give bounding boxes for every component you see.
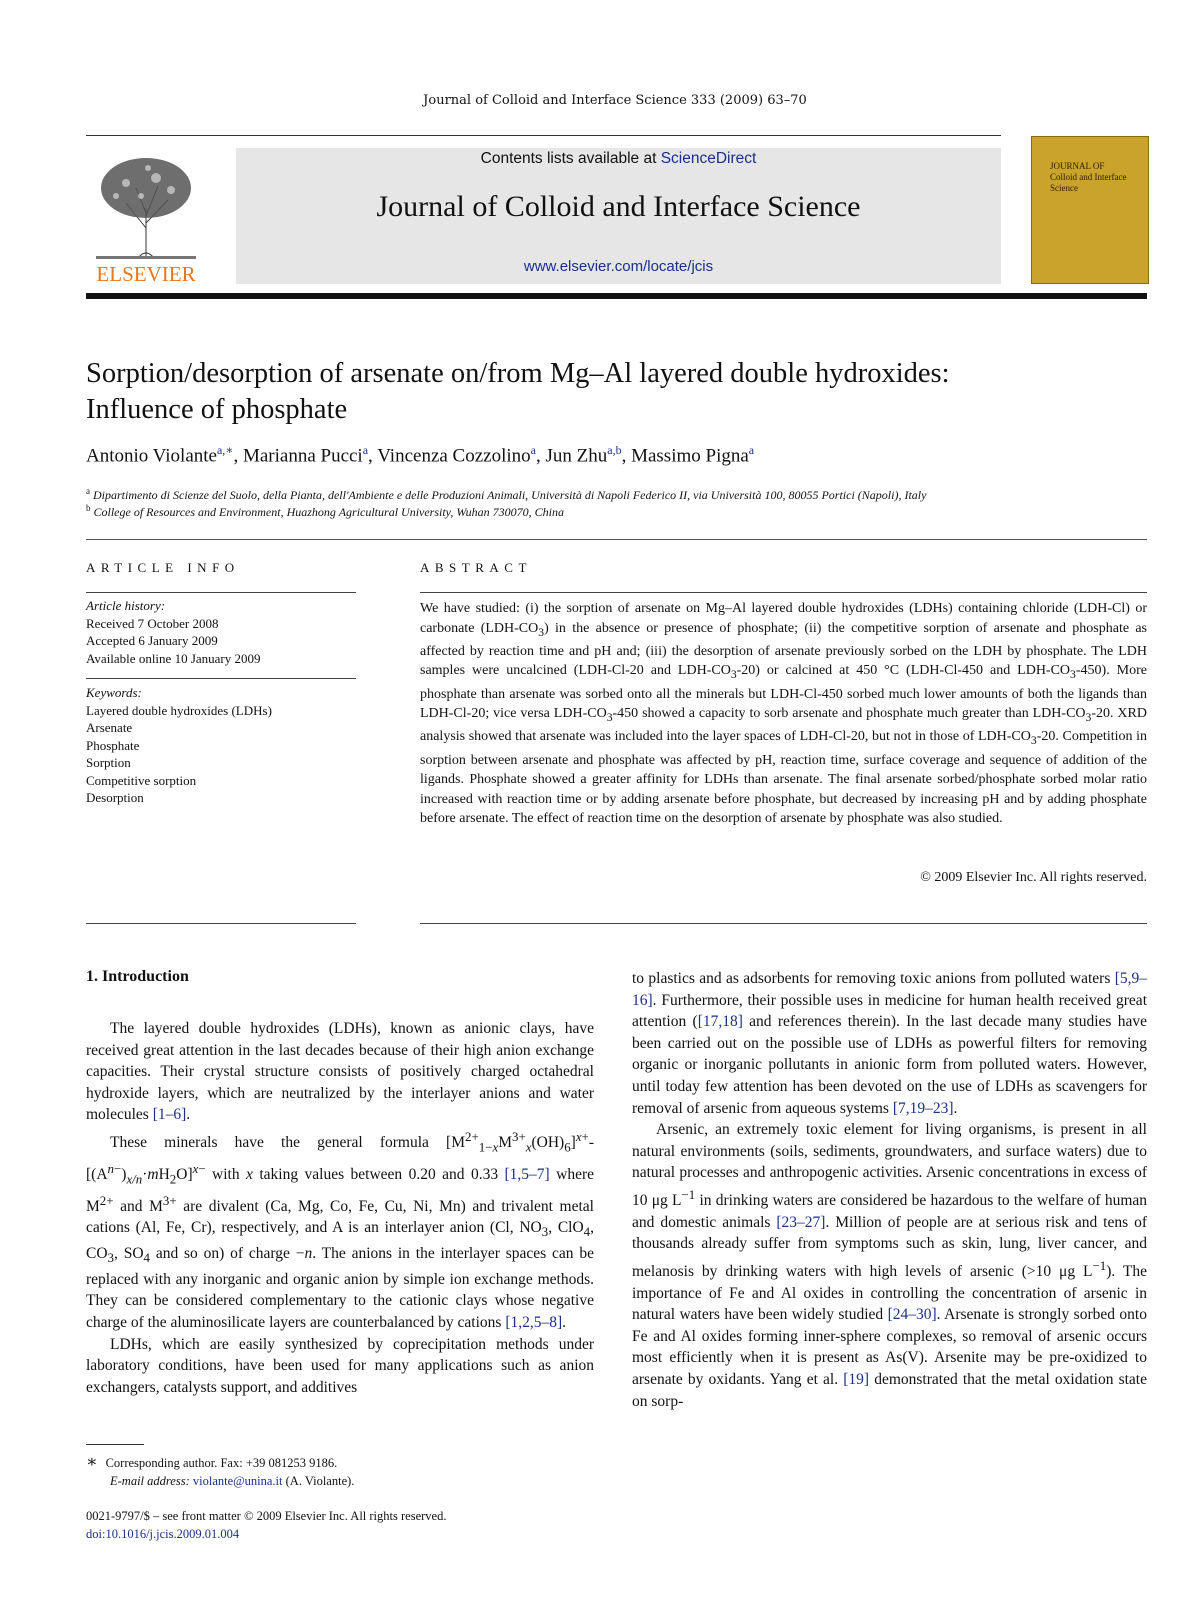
footnote	[86, 1453, 354, 1490]
issn-line: 0021-9797/$ – see front matter © 2009 Elsevier Inc. All rights reserved.	[86, 1509, 447, 1523]
journal-title: Journal of Colloid and Interface Science	[376, 190, 861, 223]
affiliation-text: Dipartimento di Scienze del Suolo, della Pianta, dell'Ambiente e delle Produzioni Animali, Università di Napoli Federico II, via Università 100, 80055 Portici (Napoli), Italy	[93, 488, 927, 502]
author-mark[interactable]: a,b	[607, 443, 622, 457]
keywords-label: Keywords:	[86, 685, 142, 700]
author-list: Antonio Violante$^{a,∗}$, Marianna Pucci$^a$, Vincenza Cozzolino$^a$, Jun Zhu$^{a,b}$, Massimo Pigna$^a$	[86, 443, 755, 467]
paragraph: Arsenic, an extremely toxic element for living organisms, is present in all natural environments (soils, sediments, groundwaters, and surface waters) due to natural processes and anthropogenic activities. Arsenic concentrations in excess of 10 μg $L^{-1}$ in drinking waters are considered be hazardous to the welfare of human and domestic animals [23–27]. Million of people are at serious risk and tens of thousands already suffer from symptoms such as skin, lung, liver cancer, and melanosis by drinking waters with high levels of arsenic (>10 μg $L^{-1}$). The importance of Fe and Al oxides in controlling the concentration of arsenic in natural waters have been widely studied [24–30]. Arsenate is strongly sorbed onto Fe and Al oxides forming inner-sphere complexes, so removal of arsenic occurs most efficiently when it is present as As(V). Arsenite may be pre-oxidized to arsenate by oxidants. Yang et al. [19] demonstrated that the metal oxidation state on sorp-	[632, 1121, 1148, 1410]
section-heading: 1. Introduction	[86, 968, 189, 985]
divider	[86, 678, 356, 679]
citation-link[interactable]: [1–6]	[152, 1106, 187, 1124]
keyword: Sorption	[86, 755, 131, 770]
article-history	[86, 597, 356, 667]
keyword: Phosphate	[86, 737, 140, 753]
author: Antonio Violante	[86, 445, 217, 467]
divider	[86, 923, 356, 924]
journal-url-link[interactable]: www.elsevier.com/locate/jcis	[523, 258, 714, 275]
article-title	[86, 356, 1156, 428]
keyword: Competitive sorption	[86, 772, 197, 788]
history-label: Article history:	[86, 598, 166, 613]
email-label: E-mail address:	[110, 1473, 190, 1488]
citation-link[interactable]: [19]	[843, 1371, 870, 1388]
history-item: Accepted 6 January 2009	[86, 633, 218, 648]
divider	[420, 592, 1147, 593]
citation-link[interactable]: [17,18]	[697, 1013, 743, 1031]
author-mark[interactable]: a	[362, 443, 369, 457]
citation-link[interactable]: [23–27]	[776, 1213, 826, 1231]
email-suffix: (A. Violante).	[282, 1473, 355, 1488]
cover-title: JOURNAL OF Colloid and Interface Science	[1050, 161, 1127, 193]
abstract-copyright: © 2009 Elsevier Inc. All rights reserved.	[920, 870, 1147, 885]
history-item: Received 7 October 2008	[86, 615, 219, 631]
author-mark[interactable]: a,∗	[216, 443, 234, 457]
paragraph: to plastics and as adsorbents for removing toxic anions from polluted waters [5,9–16]. Furthermore, their possible uses in medicine for human health received great attention ([17,18] and references therein). In the last decade many studies have been carried out on the possible use of LDHs as powerful filters for removing organic or inorganic pollutants in anionic form from polluted waters. However, until today few attention has been devoted on the use of LDHs as scavengers for removal of arsenic from aqueous systems [7,19–23].	[632, 970, 1147, 1117]
author: Marianna Pucci	[242, 445, 363, 467]
title-line-1: Sorption/desorption of arsenate on/from Mg–Al layered double hydroxides:	[86, 358, 950, 389]
divider	[86, 592, 356, 593]
affiliation-mark: b	[86, 503, 91, 513]
author-mark[interactable]: a	[530, 443, 536, 457]
email-link[interactable]: violante@unina.it	[192, 1473, 283, 1488]
paragraph: These minerals have the general formula $[M^{2+}_{1-x}M^{3+}_x(OH)_6]^{x+}-[(A^{n-})_{x/n}\cdot mH_2O]^{x-}$ with x taking values between 0.20 and 0.33 [1,5–7] where $M^{2+}$ and $M^{3+}$ are divalent (Ca, Mg, Co, Fe, Cu, Ni, Mn) and trivalent metal cations (Al, Fe, Cr), respectively, and A is an interlayer anion (Cl, $NO_3$, ClO$_4$, $CO_3$, $SO_4$ and so on) of charge −n. The anions in the interlayer spaces can be replaced with any inorganic and organic anion by simple ion exchange methods. They can be considered complementary to the cationic clays whose negative charge of the aluminosilicate layers are counterbalanced by cations [1,2,5–8].	[86, 1128, 594, 1331]
affiliation-b	[86, 503, 564, 520]
header-rule	[86, 135, 1001, 136]
footnote-star: ∗	[86, 1452, 98, 1471]
body-column-left	[86, 1018, 594, 1398]
publisher-logo-text: ELSEVIER	[96, 262, 196, 284]
citation-link[interactable]: [1,5–7]	[504, 1165, 550, 1183]
paragraph: LDHs, which are easily synthesized by coprecipitation methods under laboratory conditions, have been used for many applications such as anion exchangers, catalysts support, and additives	[86, 1335, 594, 1396]
author: Vincenza Cozzolino	[377, 445, 531, 467]
elsevier-logo[interactable]	[86, 148, 206, 284]
author: Jun Zhu	[545, 445, 608, 467]
affiliation-mark: a	[86, 486, 90, 496]
page-footer	[86, 1508, 446, 1543]
abstract-heading: ABSTRACT	[420, 560, 532, 575]
running-head: Journal of Colloid and Interface Science 333 (2009) 63–70	[423, 93, 807, 108]
journal-cover[interactable]	[1031, 136, 1149, 284]
abstract-text: We have studied: (i) the sorption of arsenate on Mg–Al layered double hydroxides (LDHs) containing chloride (LDH-Cl) or carbonate $(LDH-CO_3)$ in the absence or presence of phosphate; (ii) the competitive sorption of arsenate and phosphate as affected by reaction time and pH and; (iii) the desorption of arsenate previously sorbed on the LDH by phosphate. The LDH samples were uncalcined (LDH-Cl-20 and LDH-$CO_3-20$) or calcined at 450 °C (LDH-Cl-450 and LDH-$CO_3-450$). More phosphate than arsenate was sorbed onto all the minerals but LDH-Cl-450 sorbed much lower amounts of both the ligands than LDH-Cl-20; vice versa LDH-$CO_3-450$ showed a capacity to sorb arsenate and phosphate much greater than LDH-$CO_3-20$. XRD analysis showed that arsenate was included into the layer spaces of LDH-Cl-20, but not in those of LDH-$CO_3-20$. Competition in sorption between arsenate and phosphate was affected by pH, reaction time, surface coverage and sequence of addition of the ligands. Phosphate showed a greater affinity for LDHs than arsenate. The final arsenate sorbed/phosphate sorbed molar ratio increased with reaction time or by adding arsenate before phosphate, but decreased by increasing pH and by adding phosphate before arsenate. The effect of reaction time on the desorption of arsenate by phosphate was also studied.	[420, 601, 1148, 827]
contents-available	[236, 150, 1001, 168]
citation-link[interactable]: [7,19–23]	[892, 1099, 954, 1117]
masthead-rule	[86, 293, 1147, 299]
article-info-heading: ARTICLE INFO	[86, 560, 240, 575]
citation-link[interactable]: [24–30]	[887, 1306, 937, 1324]
keyword: Desorption	[86, 790, 144, 805]
footnote-rule	[86, 1444, 144, 1445]
affiliation-text: College of Resources and Environment, Huazhong Agricultural University, Wuhan 730070, China	[93, 505, 565, 519]
corresponding-author: Corresponding author. Fax: +39 081253 9186.	[105, 1456, 338, 1470]
divider	[420, 923, 1147, 924]
body-column-right	[632, 968, 1147, 1412]
doi-link[interactable]: doi:10.1016/j.jcis.2009.01.004	[86, 1526, 240, 1541]
keyword: Arsenate	[86, 720, 133, 735]
citation-link[interactable]: [5,9–16]	[632, 970, 1147, 1009]
history-item: Available online 10 January 2009	[86, 650, 261, 666]
author: Massimo Pigna	[631, 445, 749, 467]
section-rule	[86, 539, 1147, 540]
contents-prefix: Contents lists available at	[480, 150, 661, 167]
author-mark[interactable]: a	[748, 443, 755, 457]
elsevier-tree-icon	[86, 148, 206, 284]
paragraph: The layered double hydroxides (LDHs), known as anionic clays, have received great attention in the last decades because of their high anion exchange capacities. Their crystal structure consists of positively charged octahedral hydroxide layers, which are neutralized by the interlayer anions and water molecules [1–6].	[86, 1020, 594, 1124]
affiliation-a	[86, 486, 926, 503]
keyword: Layered double hydroxides (LDHs)	[86, 702, 272, 718]
citation-link[interactable]: [1,2,5–8]	[505, 1313, 563, 1331]
journal-masthead	[236, 148, 1001, 284]
keywords	[86, 684, 356, 807]
sciencedirect-link[interactable]: ScienceDirect	[660, 150, 757, 167]
title-line-2: Influence of phosphate	[86, 394, 348, 425]
